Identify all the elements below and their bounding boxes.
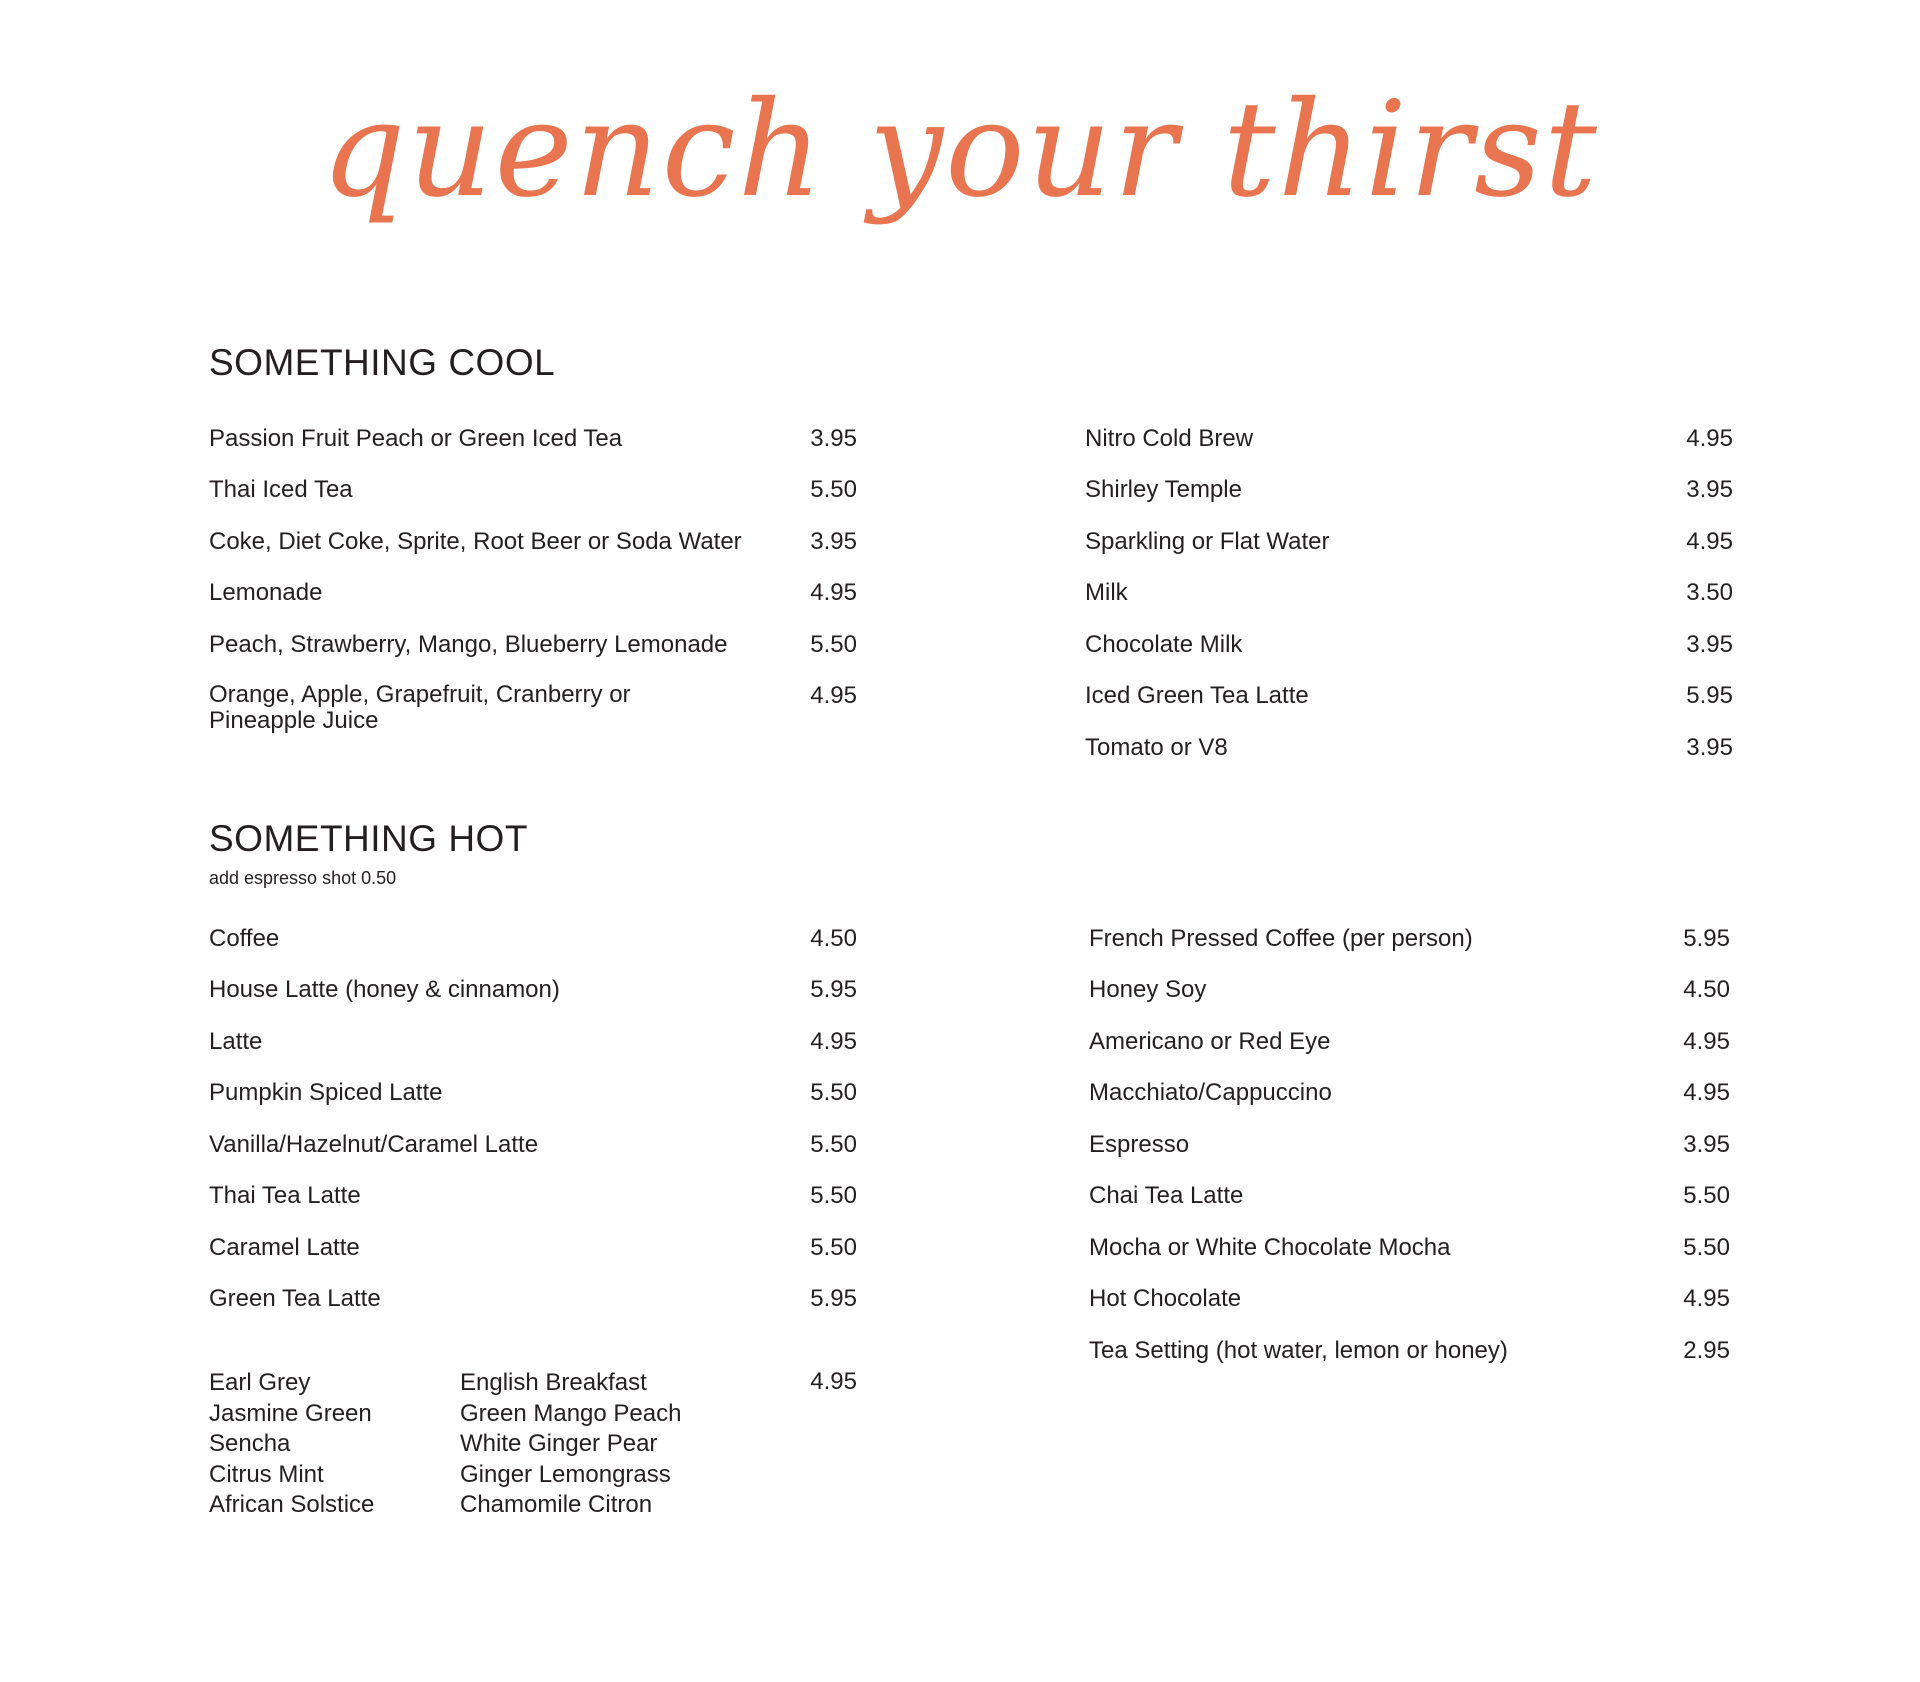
menu-item: [209, 1285, 857, 1313]
item-price: 5.95: [1686, 682, 1733, 709]
menu-item: [209, 682, 857, 734]
menu-item: [209, 1079, 857, 1107]
item-price: 3.95: [1686, 631, 1733, 658]
item-price: 5.95: [810, 976, 857, 1003]
item-name: Vanilla/Hazelnut/Caramel Latte: [209, 1131, 539, 1158]
menu-item: [209, 1182, 857, 1210]
item-price: 3.95: [810, 528, 857, 555]
item-price: 4.95: [1686, 528, 1733, 555]
page-title: quench your thirst: [321, 73, 1599, 227]
menu-item: [1085, 631, 1733, 659]
item-price: 5.95: [810, 1285, 857, 1312]
menu-item: [1085, 682, 1733, 710]
item-name: French Pressed Coffee (per person): [1089, 925, 1473, 952]
section-heading-hot: SOMETHING HOT: [209, 818, 528, 859]
tea-list-1: [209, 1368, 374, 1521]
item-name: Tea Setting (hot water, lemon or honey): [1089, 1337, 1508, 1364]
item-name: Green Tea Latte: [209, 1285, 381, 1312]
item-price: 5.95: [1683, 925, 1730, 952]
item-name: Shirley Temple: [1085, 476, 1242, 503]
item-price: 4.95: [1683, 1028, 1730, 1055]
item-price: 5.50: [810, 1182, 857, 1209]
item-name: House Latte (honey & cinnamon): [209, 976, 560, 1003]
item-price: 5.50: [810, 476, 857, 503]
menu-item: [1089, 1337, 1730, 1365]
menu-item: [209, 1131, 857, 1159]
menu-item: [1085, 425, 1733, 453]
menu-item: [1085, 528, 1733, 556]
item-price: 3.95: [1683, 1131, 1730, 1158]
tea-name: English Breakfast: [460, 1369, 647, 1396]
item-price: 5.50: [1683, 1182, 1730, 1209]
item-name: Hot Chocolate: [1089, 1285, 1242, 1312]
item-name: Caramel Latte: [209, 1234, 360, 1261]
item-name: Honey Soy: [1089, 976, 1207, 1003]
tea-price: 4.95: [810, 1368, 857, 1395]
tea-name: African Solstice: [209, 1491, 375, 1518]
item-price: 5.50: [810, 631, 857, 658]
tea-name: Jasmine Green: [209, 1399, 372, 1427]
item-price: 4.95: [1683, 1079, 1730, 1106]
item-name: Milk: [1085, 579, 1128, 606]
item-price: 5.50: [1683, 1234, 1730, 1261]
item-price: 5.50: [810, 1234, 857, 1261]
tea-name: White Ginger Pear: [460, 1430, 658, 1457]
item-name: Mocha or White Chocolate Mocha: [1089, 1234, 1451, 1261]
tea-name: Sencha: [209, 1430, 291, 1457]
item-price: 4.95: [810, 579, 857, 606]
item-price: 3.95: [1686, 476, 1733, 503]
section-note: add espresso shot 0.50: [209, 868, 397, 888]
section-heading-cool: SOMETHING COOL: [209, 342, 556, 383]
item-price: 5.50: [810, 1131, 857, 1158]
menu-item: [209, 631, 857, 659]
item-price: 2.95: [1683, 1337, 1730, 1364]
item-name: Chocolate Milk: [1085, 631, 1243, 658]
item-name: Tomato or V8: [1085, 734, 1228, 761]
item-price: 4.95: [1683, 1285, 1730, 1312]
item-name: Macchiato/Cappuccino: [1089, 1079, 1332, 1106]
item-name: Chai Tea Latte: [1089, 1182, 1244, 1209]
item-name: Espresso: [1089, 1131, 1190, 1158]
item-name: Pumpkin Spiced Latte: [209, 1079, 443, 1106]
tea-name: Earl Grey: [209, 1369, 311, 1396]
menu-item: [1089, 1234, 1730, 1262]
menu-item: [209, 476, 857, 504]
menu-item: [209, 976, 857, 1004]
item-name: Thai Iced Tea: [209, 476, 353, 503]
menu-item: [1085, 476, 1733, 504]
menu-item: [209, 528, 857, 556]
item-name: Nitro Cold Brew: [1085, 425, 1254, 452]
menu-item: [1085, 734, 1733, 762]
item-price: 4.50: [810, 925, 857, 952]
menu-item: [1089, 1285, 1730, 1313]
item-price: 3.50: [1686, 579, 1733, 606]
item-name: Lemonade: [209, 579, 323, 606]
menu-item: [209, 925, 857, 953]
item-price: 3.95: [1686, 734, 1733, 761]
item-name: Thai Tea Latte: [209, 1182, 361, 1209]
tea-list-2: [460, 1368, 681, 1521]
item-name: Americano or Red Eye: [1089, 1028, 1331, 1055]
tea-name: Citrus Mint: [209, 1460, 324, 1488]
menu-item: [1089, 1028, 1730, 1056]
item-name: Peach, Strawberry, Mango, Blueberry Lemonade: [209, 631, 728, 658]
menu-item: [209, 1234, 857, 1262]
menu-item: [209, 425, 857, 453]
menu-item: [1089, 925, 1730, 953]
tea-name: Ginger Lemongrass: [460, 1460, 671, 1488]
menu-item: [1089, 1182, 1730, 1210]
item-name: Latte: [209, 1028, 263, 1055]
item-price: 4.50: [1683, 976, 1730, 1003]
item-price: 4.95: [810, 682, 857, 709]
menu-item: [209, 1028, 857, 1056]
item-price: 5.50: [810, 1079, 857, 1106]
item-name: Orange, Apple, Grapefruit, Cranberry or Pineapple Juice: [209, 681, 631, 734]
menu-item: [1089, 1131, 1730, 1159]
menu-item: [1089, 976, 1730, 1004]
tea-name: Green Mango Peach: [460, 1399, 682, 1427]
item-price: 4.95: [1686, 425, 1733, 452]
menu-item: [1085, 579, 1733, 607]
item-name: Iced Green Tea Latte: [1085, 682, 1309, 709]
tea-name: Chamomile Citron: [460, 1491, 653, 1518]
menu-item: [209, 579, 857, 607]
item-price: 3.95: [810, 425, 857, 452]
item-name: Coke, Diet Coke, Sprite, Root Beer or Soda Water: [209, 528, 742, 555]
item-name: Passion Fruit Peach or Green Iced Tea: [209, 425, 623, 452]
item-price: 4.95: [810, 1028, 857, 1055]
item-name: Sparkling or Flat Water: [1085, 528, 1330, 555]
item-name: Coffee: [209, 925, 280, 952]
menu-item: [1089, 1079, 1730, 1107]
